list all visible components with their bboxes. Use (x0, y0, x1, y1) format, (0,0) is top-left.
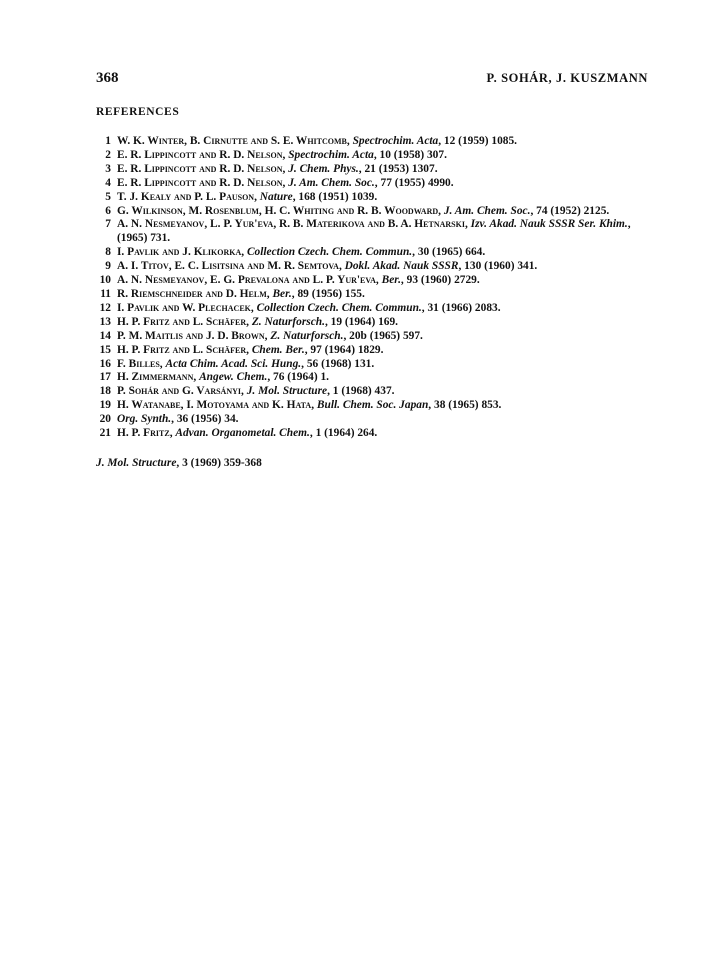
running-head-authors: P. SOHÁR, J. KUSZMANN (486, 71, 648, 85)
reference-journal: Z. Naturforsch. (270, 329, 344, 342)
reference-authors: T. J. Kealy and P. L. Pauson (117, 190, 255, 203)
reference-text: , (169, 427, 176, 440)
reference-authors: H. Zimmermann (117, 371, 194, 384)
reference-text: , (438, 204, 444, 217)
reference-number: 10 (99, 274, 111, 287)
reference-text: , (375, 274, 382, 287)
reference-journal: J. Am. Chem. Soc. (443, 204, 531, 217)
reference-item (96, 205, 648, 219)
reference-authors: A. I. Titov, E. C. Lisitsina and M. R. Semtova (117, 260, 339, 273)
reference-item (96, 274, 648, 288)
reference-text: , 38 (1965) 853. (428, 399, 502, 412)
reference-text: , (346, 135, 353, 147)
reference-item (96, 149, 648, 163)
reference-authors: I. Pavlik and W. Plechacek (117, 301, 251, 314)
reference-text: , 89 (1956) 155. (291, 287, 365, 300)
reference-text: , (311, 399, 317, 412)
reference-item (96, 218, 648, 246)
reference-text: , 12 (1959) 1085. (438, 135, 518, 147)
reference-number: 3 (105, 162, 111, 175)
reference-item (96, 288, 648, 302)
reference-item (96, 399, 648, 413)
reference-text: , (246, 315, 252, 328)
reference-text: , 168 (1951) 1039. (292, 190, 378, 203)
reference-item (96, 385, 648, 399)
reference-authors: I. Pavlik and J. Klikorka (117, 246, 242, 259)
reference-text: , 30 (1965) 664. (412, 246, 486, 259)
reference-text: , (241, 385, 247, 398)
reference-authors: H. P. Fritz (117, 427, 170, 440)
reference-journal: Z. Naturforsch. (251, 315, 325, 328)
footer-journal-name: J. Mol. Structure (96, 456, 177, 469)
reference-text: , (250, 301, 257, 314)
reference-authors: W. K. Winter, B. Cirnutte and S. E. Whitcomb (117, 135, 347, 147)
reference-text: , 36 (1956) 34. (171, 413, 239, 426)
reference-text: , (159, 357, 166, 370)
reference-item (96, 260, 648, 274)
reference-list (96, 135, 648, 441)
reference-authors: R. Riemschneider and D. Helm (117, 287, 267, 300)
reference-text: , (282, 162, 289, 175)
reference-journal: J. Mol. Structure (246, 385, 328, 398)
reference-journal: Collection Czech. Chem. Commun. (256, 301, 422, 314)
reference-text: , (464, 218, 471, 231)
reference-item (96, 316, 648, 330)
reference-number: 17 (99, 371, 111, 384)
page-number: 368 (96, 70, 119, 86)
reference-number: 15 (99, 343, 111, 356)
reference-text: , 20b (1965) 597. (343, 329, 423, 342)
reference-authors: P. M. Maitlis and J. D. Brown (117, 329, 265, 342)
reference-journal: Ber. (272, 287, 292, 300)
reference-number: 8 (105, 246, 111, 259)
reference-item (96, 427, 648, 441)
reference-authors: A. N. Nesmeyanov, L. P. Yur'eva, R. B. Materikova and B. A. Hetnarski (117, 218, 465, 231)
reference-item (96, 177, 648, 191)
reference-number: 2 (105, 148, 111, 161)
reference-number: 14 (99, 329, 111, 342)
reference-number: 12 (99, 301, 111, 314)
reference-number: 9 (105, 260, 111, 273)
reference-journal: J. Am. Chem. Soc. (288, 176, 375, 189)
reference-journal: Ber. (381, 274, 401, 287)
reference-text: , (338, 260, 345, 273)
reference-text: , (266, 287, 273, 300)
reference-number: 4 (105, 176, 111, 189)
reference-authors: E. R. Lippincott and R. D. Nelson (117, 176, 283, 189)
reference-number: 11 (100, 287, 111, 300)
reference-text: , (1965) 731. (117, 218, 631, 245)
reference-authors: H. Watanabe, I. Motoyama and K. Hata (117, 399, 312, 412)
reference-text: , 31 (1966) 2083. (421, 301, 501, 314)
reference-text: , (254, 190, 260, 203)
reference-authors: E. R. Lippincott and R. D. Nelson (117, 162, 283, 175)
reference-authors: F. Billes (117, 357, 160, 370)
reference-item (96, 246, 648, 260)
reference-number: 1 (105, 135, 111, 147)
reference-item (96, 163, 648, 177)
reference-text: , (282, 176, 289, 189)
reference-journal: Angew. Chem. (199, 371, 268, 384)
reference-text: , (282, 148, 289, 161)
reference-authors: H. P. Fritz and L. Schäfer (117, 343, 247, 356)
reference-number: 7 (105, 218, 111, 231)
reference-journal: Spectrochim. Acta (352, 135, 439, 147)
reference-text: , (241, 246, 247, 259)
reference-number: 20 (99, 413, 111, 426)
reference-journal: Advan. Organometal. Chem. (175, 427, 310, 440)
reference-journal: Bull. Chem. Soc. Japan (316, 399, 429, 412)
reference-journal: Dokl. Akad. Nauk SSSR (344, 260, 459, 273)
reference-authors: E. R. Lippincott and R. D. Nelson (117, 148, 283, 161)
reference-text: , 77 (1955) 4990. (374, 176, 454, 189)
reference-text: , 19 (1964) 169. (324, 315, 399, 328)
reference-item (96, 302, 648, 316)
reference-number: 18 (99, 385, 111, 398)
reference-text: , 21 (1953) 1307. (358, 162, 438, 175)
reference-item (96, 344, 648, 358)
footer-volume-pages: , 3 (1969) 359-368 (176, 456, 262, 469)
reference-text: , (264, 329, 271, 342)
reference-authors: A. N. Nesmeyanov, E. G. Prevalona and L. P. Yur'eva (117, 274, 376, 287)
reference-item (96, 371, 648, 385)
reference-number: 16 (99, 357, 111, 370)
journal-citation-footer (96, 457, 648, 469)
reference-authors: G. Wilkinson, M. Rosenblum, H. C. Whiting and R. B. Woodward (117, 204, 439, 217)
reference-text: , 10 (1958) 307. (373, 148, 447, 161)
reference-journal: Izv. Akad. Nauk SSSR Ser. Khim. (470, 218, 628, 231)
reference-number: 6 (105, 204, 111, 217)
reference-text: , 97 (1964) 1829. (304, 343, 384, 356)
reference-item (96, 413, 648, 427)
reference-journal: Spectrochim. Acta (288, 148, 374, 161)
reference-journal: Org. Synth. (117, 413, 172, 426)
reference-item (96, 358, 648, 372)
reference-item (96, 135, 648, 149)
reference-authors: H. P. Fritz and L. Schäfer (117, 315, 247, 328)
reference-journal: J. Chem. Phys. (288, 162, 359, 175)
reference-item (96, 330, 648, 344)
reference-number: 21 (99, 427, 111, 440)
reference-journal: Nature (259, 190, 293, 203)
running-head (96, 70, 648, 96)
reference-number: 13 (99, 315, 111, 328)
reference-text: , (246, 343, 252, 356)
reference-journal: Collection Czech. Chem. Commun. (246, 246, 413, 259)
reference-text: , 1 (1968) 437. (327, 385, 395, 398)
reference-text: , 1 (1964) 264. (309, 427, 378, 440)
reference-text: , 76 (1964) 1. (267, 371, 330, 384)
reference-item (96, 191, 648, 205)
page (96, 70, 648, 469)
references-heading: REFERENCES (96, 106, 180, 118)
reference-authors: P. Sohár and G. Varsányi (117, 385, 241, 398)
reference-journal: Chem. Ber. (251, 343, 305, 356)
reference-number: 19 (99, 399, 111, 412)
reference-text: , 74 (1952) 2125. (530, 204, 610, 217)
reference-journal: Acta Chim. Acad. Sci. Hung. (165, 357, 302, 370)
reference-text: , 130 (1960) 341. (458, 260, 538, 273)
reference-text: , (193, 371, 200, 384)
reference-text: , 56 (1968) 131. (301, 357, 375, 370)
reference-number: 5 (105, 190, 111, 203)
reference-text: , 93 (1960) 2729. (400, 274, 480, 287)
